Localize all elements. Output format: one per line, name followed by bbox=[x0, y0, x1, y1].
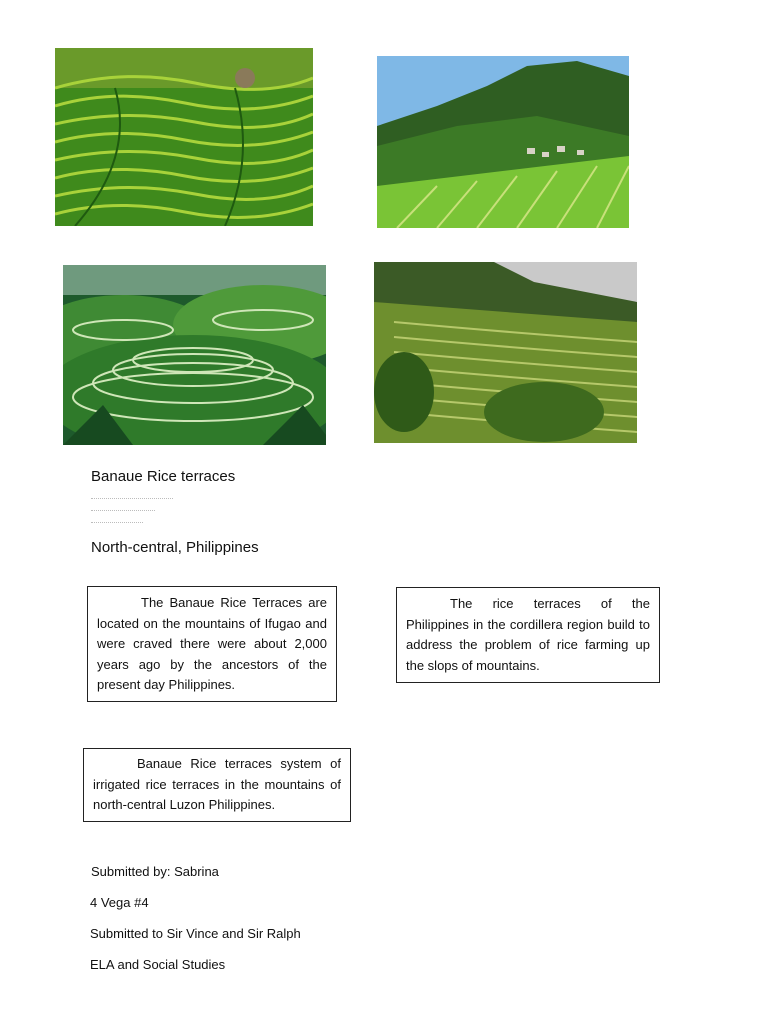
page-title: Banaue Rice terraces bbox=[91, 468, 236, 485]
divider bbox=[91, 510, 155, 511]
text-box-location-text: The Banaue Rice Terraces are located on the mountains of Ifugao and were craved there were about 2,000 years ago by the ancestors of the present day Philippines. bbox=[97, 595, 327, 692]
text-box-location bbox=[87, 586, 337, 702]
terraces-village-valley-photo bbox=[377, 56, 629, 228]
submitted-to: Submitted to Sir Vince and Sir Ralph bbox=[90, 926, 301, 941]
class-section: 4 Vega #4 bbox=[90, 895, 149, 910]
text-box-purpose-text: The rice terraces of the Philippines in the cordillera region build to address the problem of rice farming up the slops of mountains. bbox=[406, 596, 650, 673]
terraces-misty-hills-photo bbox=[63, 265, 326, 445]
divider bbox=[91, 522, 143, 523]
divider bbox=[91, 498, 173, 499]
submitted-by: Submitted by: Sabrina bbox=[91, 864, 219, 879]
terraces-aerial-photo bbox=[55, 48, 313, 226]
subject: ELA and Social Studies bbox=[90, 957, 226, 972]
terraces-mountainside-photo bbox=[374, 262, 637, 443]
text-box-system-text: Banaue Rice terraces system of irrigated rice terraces in the mountains of north-central Luzon Philippines. bbox=[93, 756, 341, 812]
page-subtitle: North-central, Philippines bbox=[91, 539, 259, 556]
text-box-purpose bbox=[396, 587, 660, 683]
text-box-system bbox=[83, 748, 351, 822]
